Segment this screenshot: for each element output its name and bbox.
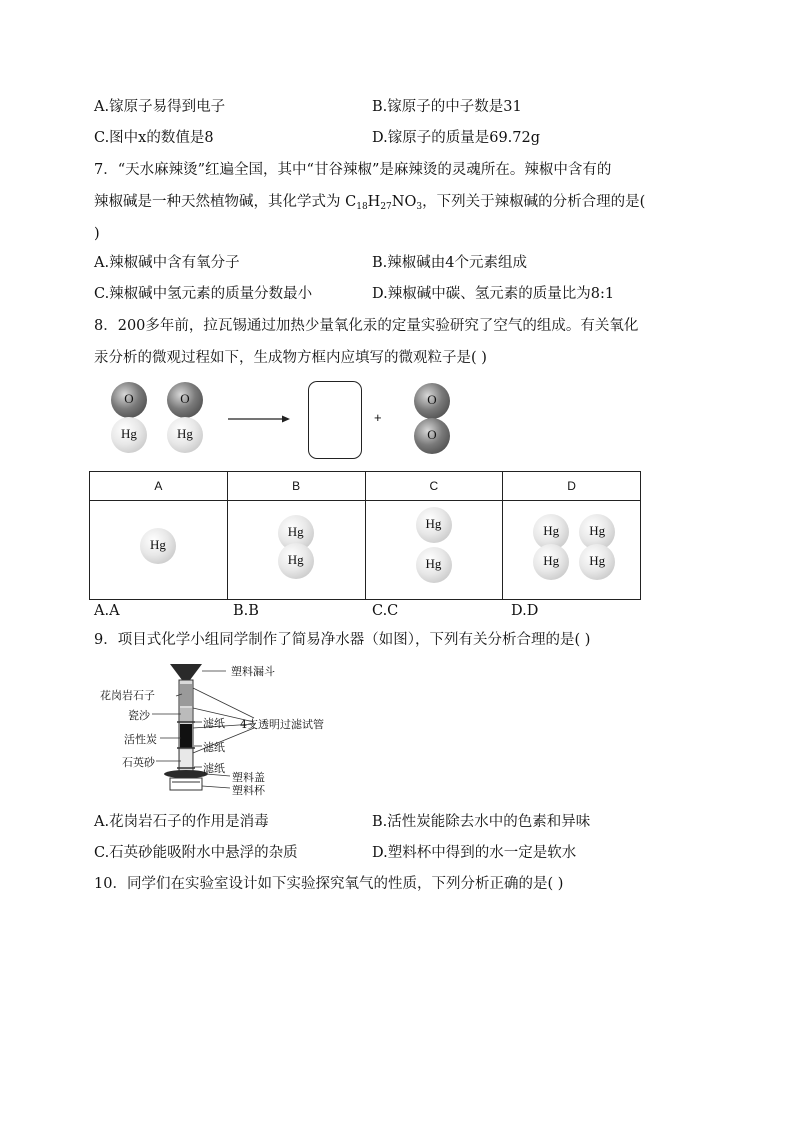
chemical-formula: $C_{18}H_{27}NO_3$ bbox=[345, 194, 423, 212]
oxygen-atom: O bbox=[167, 382, 203, 418]
q6-option-c: C.图中x的数值是8 bbox=[94, 130, 214, 146]
q8-option-c: C.C bbox=[372, 603, 399, 619]
mercury-atom: Hg bbox=[278, 543, 314, 579]
label-funnel: 塑料漏斗 bbox=[231, 665, 275, 678]
q9-option-c: C.石英砂能吸附水中悬浮的杂质 bbox=[94, 845, 298, 861]
q8-option-a: A.A bbox=[94, 603, 120, 619]
mercury-atom: Hg bbox=[533, 514, 569, 550]
label-cup: 塑料杯 bbox=[232, 784, 265, 797]
label-granite: 花岗岩石子 bbox=[100, 689, 155, 702]
mercury-atom: Hg bbox=[416, 507, 452, 543]
q10-stem-line1: 10．同学们在实验室设计如下实验探究氧气的性质，下列分析正确的是( ) bbox=[94, 876, 564, 892]
mercury-atom: Hg bbox=[579, 514, 615, 550]
mercury-atom: Hg bbox=[140, 528, 176, 564]
answer-choices-table bbox=[89, 471, 641, 600]
choice-b-cell bbox=[227, 501, 365, 600]
reaction-arrow-icon bbox=[228, 412, 290, 426]
table-header-c: C bbox=[365, 472, 503, 501]
label-lid: 塑料盖 bbox=[232, 771, 265, 784]
q7-stem-line2: 辣椒碱是一种天然植物碱，其化学式为 $C_{18}H_{27}NO_3$，下列关于辣椒碱的分析合理的是( bbox=[94, 194, 646, 212]
mercury-atom: Hg bbox=[167, 417, 203, 453]
mercury-atom: Hg bbox=[278, 515, 314, 551]
label-porcelain-sand: 瓷沙 bbox=[128, 709, 150, 722]
oxygen-atom: O bbox=[414, 418, 450, 454]
table-header-b: B bbox=[227, 472, 365, 501]
q6-option-d: D.镓原子的质量是69.72g bbox=[372, 130, 541, 146]
q7-option-b: B.辣椒碱由4个元素组成 bbox=[372, 255, 527, 271]
label-tubes: 4支透明过滤试管 bbox=[240, 718, 324, 731]
choice-a-cell bbox=[90, 501, 228, 600]
q9-option-a: A.花岗岩石子的作用是消毒 bbox=[94, 814, 269, 830]
oxygen-atom: O bbox=[414, 383, 450, 419]
water-purifier-diagram bbox=[98, 658, 338, 798]
label-filter-paper: 滤纸 bbox=[203, 717, 225, 730]
q9-stem-line1: 9．项目式化学小组同学制作了简易净水器（如图），下列有关分析合理的是( ) bbox=[94, 632, 591, 648]
q8-option-d: D.D bbox=[511, 603, 539, 619]
mercury-atom: Hg bbox=[533, 544, 569, 580]
q7-stem-line3: ) bbox=[94, 226, 100, 242]
table-header-a: A bbox=[90, 472, 228, 501]
choice-d-cell bbox=[503, 501, 641, 600]
q6-option-a: A.镓原子易得到电子 bbox=[94, 99, 226, 115]
q6-option-b: B.镓原子的中子数是31 bbox=[372, 99, 522, 115]
q7-stem-line1: 7．“天水麻辣烫”红遍全国，其中“甘谷辣椒”是麻辣烫的灵魂所在。辣椒中含有的 bbox=[94, 162, 612, 178]
mercury-atom: Hg bbox=[416, 547, 452, 583]
label-activated-carbon: 活性炭 bbox=[124, 733, 157, 746]
choice-c-cell bbox=[365, 501, 503, 600]
mercury-atom: Hg bbox=[579, 544, 615, 580]
q8-stem-line2: 汞分析的微观过程如下，生成物方框内应填写的微观粒子是( ) bbox=[94, 350, 487, 366]
product-blank-box bbox=[308, 381, 362, 459]
q7-option-a: A.辣椒碱中含有氧分子 bbox=[94, 255, 240, 271]
q7-option-c: C.辣椒碱中氢元素的质量分数最小 bbox=[94, 286, 313, 302]
q8-option-b: B.B bbox=[233, 603, 259, 619]
table-header-d: D bbox=[503, 472, 641, 501]
label-filter-paper: 滤纸 bbox=[203, 762, 225, 775]
oxygen-atom: O bbox=[111, 382, 147, 418]
label-quartz-sand: 石英砂 bbox=[122, 756, 155, 769]
plus-sign: + bbox=[374, 410, 382, 425]
label-filter-paper: 滤纸 bbox=[203, 741, 225, 754]
q9-option-b: B.活性炭能除去水中的色素和异味 bbox=[372, 814, 591, 830]
q9-option-d: D.塑料杯中得到的水一定是软水 bbox=[372, 845, 577, 861]
q8-stem-line1: 8．200多年前，拉瓦锡通过加热少量氧化汞的定量实验研究了空气的组成。有关氧化 bbox=[94, 318, 639, 334]
q7-option-d: D.辣椒碱中碳、氢元素的质量比为8:1 bbox=[372, 286, 615, 302]
mercury-atom: Hg bbox=[111, 417, 147, 453]
